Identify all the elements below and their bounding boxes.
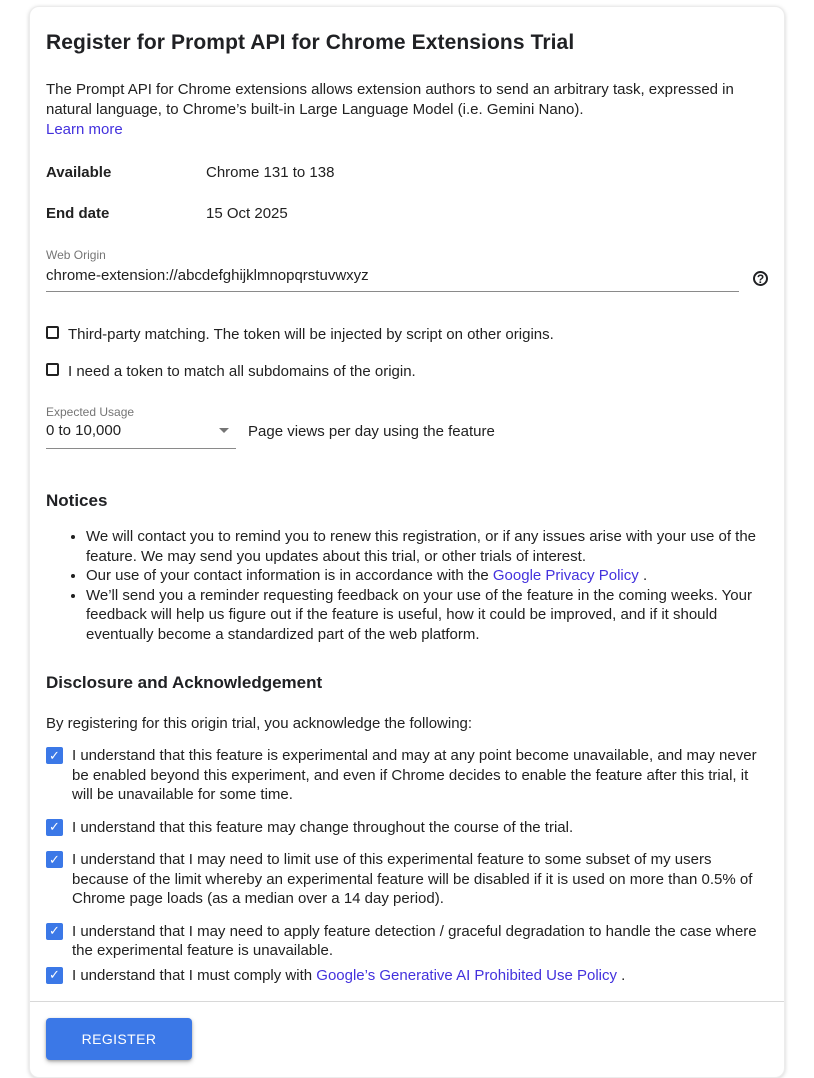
ack-label: I understand that this feature may change throughout the course of the trial.	[72, 818, 574, 836]
third-party-matching-row	[46, 325, 768, 345]
ack-prohibited-use-checkbox[interactable]	[46, 967, 63, 984]
ack-feature-detection-checkbox[interactable]	[46, 923, 63, 940]
ack-row-prohibited-use	[46, 966, 768, 986]
ack-label: I understand that I may need to apply feature detection / graceful degradation to handle the case where the experimental feature is unavailable.	[72, 922, 757, 959]
subdomain-matching-row	[46, 362, 768, 382]
checkmark-icon: ✓	[49, 851, 60, 867]
available-value: Chrome 131 to 138	[206, 164, 335, 181]
notices-heading: Notices	[46, 491, 108, 510]
third-party-matching-checkbox[interactable]	[46, 326, 59, 339]
ack-label: I understand that I may need to limit use of this experimental feature to some subset of my users because of the limit whereby an experimental feature will be disabled if it is used on more than 0.5% of Chrome page loads (as a median over a 14 day period).	[72, 851, 753, 907]
notice-text: We’ll send you a reminder requesting feedback on your use of the feature in the coming weeks. Your feedback will help us figure out if the feature is useful, how it could be improved, and if it should eventually become a standardized part of the web platform.	[86, 586, 752, 643]
acknowledgement-list	[46, 746, 768, 985]
expected-usage-field	[46, 405, 768, 449]
disclosure-heading: Disclosure and Acknowledgement	[46, 673, 323, 692]
web-origin-input[interactable]	[46, 262, 739, 292]
expected-usage-select[interactable]	[46, 419, 236, 449]
web-origin-field	[46, 248, 768, 292]
subdomain-matching-label: I need a token to match all subdomains of the origin.	[68, 362, 416, 380]
checkmark-icon: ✓	[49, 923, 60, 939]
checkmark-icon: ✓	[49, 747, 60, 763]
learn-more-link[interactable]: Learn more	[46, 121, 123, 138]
notice-text: We will contact you to remind you to renew this registration, or if any issues arise with your use of the feature. We may send you updates about this trial, or other trials of interest.	[86, 528, 757, 565]
detail-row-available	[46, 164, 768, 181]
footer	[46, 1002, 768, 1077]
help-icon[interactable]: ?	[753, 271, 768, 286]
notices-list	[46, 527, 768, 644]
notice-item	[86, 527, 768, 566]
registration-card	[29, 6, 785, 1078]
ack-usage-limit-checkbox[interactable]	[46, 851, 63, 868]
register-button[interactable]: REGISTER	[46, 1018, 192, 1060]
expected-usage-hint: Page views per day using the feature	[248, 422, 495, 440]
checkmark-icon: ✓	[49, 967, 60, 983]
page-title: Register for Prompt API for Chrome Extensions Trial	[46, 31, 575, 54]
ack-label: I understand that this feature is experimental and may at any point become unavailable, and may never be enabled beyond this experiment, and even if Chrome decides to enable the feature after this trial, it will be unavailable for some time.	[72, 747, 757, 803]
end-date-label: End date	[46, 205, 110, 222]
ack-row-usage-limit	[46, 850, 768, 909]
ack-experimental-checkbox[interactable]	[46, 747, 63, 764]
token-options	[46, 325, 768, 381]
expected-usage-selected-value: 0 to 10,000	[46, 422, 122, 439]
ack-may-change-checkbox[interactable]	[46, 819, 63, 836]
available-label: Available	[46, 164, 112, 181]
notice-text-after: .	[638, 567, 648, 584]
notice-item	[86, 566, 768, 586]
privacy-policy-link[interactable]: Google Privacy Policy	[492, 567, 639, 584]
disclosure-intro: By registering for this origin trial, you acknowledge the following:	[46, 715, 473, 732]
notice-text: Our use of your contact information is in accordance with the	[86, 567, 493, 584]
third-party-matching-label: Third-party matching. The token will be injected by script on other origins.	[68, 326, 554, 343]
detail-row-end-date	[46, 205, 768, 222]
trial-description: The Prompt API for Chrome extensions allows extension authors to send an arbitrary task, expressed in natural language, to Chrome’s built-in Large Language Model (i.e. Gemini Nano).	[46, 81, 734, 118]
ack-row-may-change	[46, 818, 768, 838]
subdomain-matching-checkbox[interactable]	[46, 363, 59, 376]
web-origin-label: Web Origin	[46, 248, 106, 262]
expected-usage-label: Expected Usage	[46, 405, 135, 419]
ack-label: I understand that I must comply with Google’s Generative AI Prohibited Use Policy .	[72, 966, 626, 984]
end-date-value: 15 Oct 2025	[206, 205, 288, 222]
checkmark-icon: ✓	[49, 819, 60, 835]
ack-row-experimental	[46, 746, 768, 805]
prohibited-use-policy-link[interactable]: Google’s Generative AI Prohibited Use Policy	[316, 966, 617, 984]
notice-item	[86, 586, 768, 645]
ack-row-feature-detection	[46, 922, 768, 961]
chevron-down-icon	[219, 428, 229, 433]
